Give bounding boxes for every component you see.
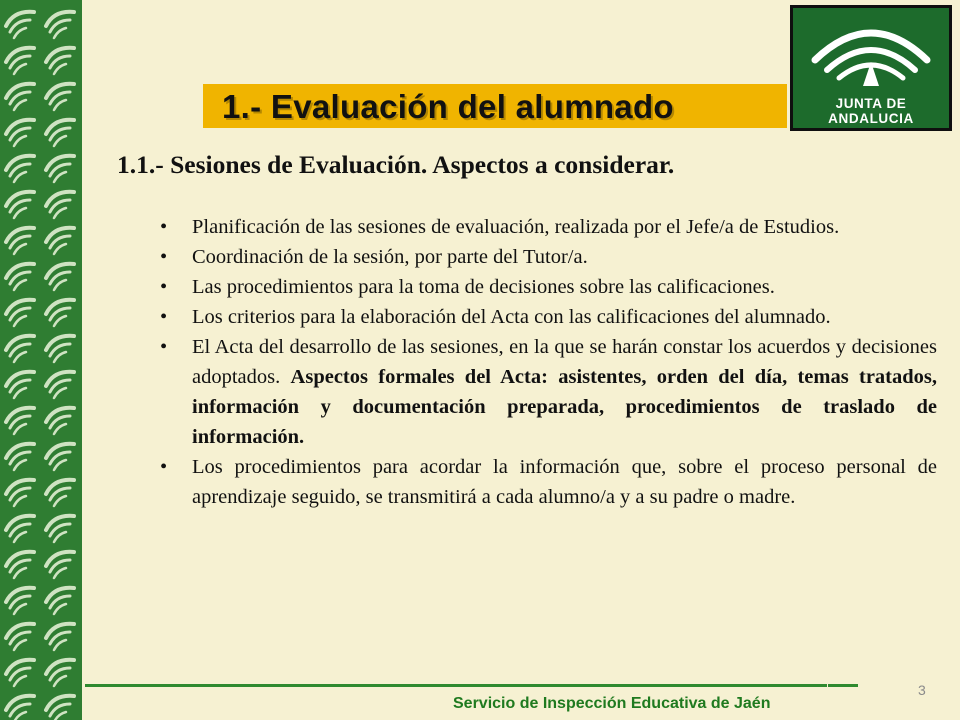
leaf-emblem-icon xyxy=(46,660,74,686)
leaf-emblem-icon xyxy=(6,48,34,74)
list-item xyxy=(160,302,937,332)
leaf-emblem-icon xyxy=(6,408,34,434)
list-item-text: Las procedimientos para la toma de decisiones sobre las calificaciones. xyxy=(192,276,775,298)
list-item xyxy=(160,212,937,242)
bullet-icon: • xyxy=(160,336,168,358)
footer-divider xyxy=(85,684,827,687)
bullet-icon: • xyxy=(160,276,168,298)
leaf-emblem-icon xyxy=(46,696,74,720)
leaf-emblem-icon xyxy=(46,84,74,110)
leaf-emblem-icon xyxy=(46,228,74,254)
leaf-emblem-icon xyxy=(46,552,74,578)
bullet-icon: • xyxy=(160,306,168,328)
leaf-emblem-icon xyxy=(6,12,34,38)
bullet-icon: • xyxy=(160,456,168,478)
leaf-emblem-icon xyxy=(6,624,34,650)
list-item-text: El Acta del desarrollo de las sesiones, en la que se harán constar los acuerdos y decisiones adoptados. xyxy=(192,336,937,388)
leaf-emblem-icon xyxy=(46,264,74,290)
leaf-emblem-icon xyxy=(46,300,74,326)
leaf-emblem-icon xyxy=(6,120,34,146)
leaf-pattern-icon xyxy=(0,0,82,720)
leaf-emblem-icon xyxy=(46,12,74,38)
leaf-emblem-icon xyxy=(6,372,34,398)
footer-text: Servicio de Inspección Educativa de Jaén xyxy=(453,695,771,712)
leaf-emblem-icon xyxy=(6,588,34,614)
leaf-emblem-icon xyxy=(6,156,34,182)
leaf-emblem-icon xyxy=(6,696,34,720)
leaf-emblem-icon xyxy=(6,480,34,506)
leaf-emblem-icon xyxy=(6,516,34,542)
leaf-emblem-icon xyxy=(6,228,34,254)
leaf-emblem-icon xyxy=(6,336,34,362)
leaf-emblem-icon xyxy=(46,120,74,146)
list-item-text: Coordinación de la sesión, por parte del Tutor/a. xyxy=(192,246,588,268)
leaf-emblem-icon xyxy=(6,300,34,326)
page-number: 3 xyxy=(918,682,926,698)
logo-text: JUNTA DE ANDALUCIA xyxy=(828,96,914,126)
leaf-emblem-icon xyxy=(46,336,74,362)
list-item-bold-text: Aspectos formales del Acta: asistentes, orden del día, temas tratados, información y documentación preparada, procedimientos de traslado de información. xyxy=(192,366,937,448)
section-subtitle: 1.1.- Sesiones de Evaluación. Aspectos a considerar. xyxy=(117,150,675,179)
page-title: 1.- Evaluación del alumnado xyxy=(222,88,674,125)
leaf-emblem-icon xyxy=(6,660,34,686)
leaf-emblem-icon xyxy=(6,84,34,110)
bullet-icon: • xyxy=(160,246,168,268)
leaf-emblem-icon xyxy=(6,192,34,218)
leaf-emblem-icon xyxy=(46,192,74,218)
list-item xyxy=(160,272,937,302)
leaf-emblem-icon xyxy=(46,156,74,182)
leaf-emblem-icon xyxy=(46,48,74,74)
leaf-emblem-icon xyxy=(46,588,74,614)
leaf-emblem-icon xyxy=(6,264,34,290)
list-item-text: Planificación de las sesiones de evaluación, realizada por el Jefe/a de Estudios. xyxy=(192,216,840,238)
leaf-emblem-icon xyxy=(46,444,74,470)
list-item xyxy=(160,242,937,272)
list-item xyxy=(160,332,937,452)
leaf-emblem-icon xyxy=(46,408,74,434)
leaf-emblem-icon xyxy=(46,372,74,398)
list-item-text: Los criterios para la elaboración del Acta con las calificaciones del alumnado. xyxy=(192,306,831,328)
decorative-side-band xyxy=(0,0,82,720)
list-item-text: Los procedimientos para acordar la información que, sobre el proceso personal de aprendizaje seguido, se transmitirá a cada alumno/a y a su padre o madre. xyxy=(192,456,937,508)
bullet-icon: • xyxy=(160,216,168,238)
leaf-emblem-icon xyxy=(46,624,74,650)
junta-de-andalucia-logo xyxy=(790,5,952,131)
leaf-emblem-icon xyxy=(6,444,34,470)
leaf-emblem-icon xyxy=(6,552,34,578)
considerations-list xyxy=(160,212,937,512)
list-item xyxy=(160,452,937,512)
leaf-emblem-icon xyxy=(46,516,74,542)
footer-divider-end xyxy=(828,684,858,687)
leaf-emblem-icon xyxy=(46,480,74,506)
